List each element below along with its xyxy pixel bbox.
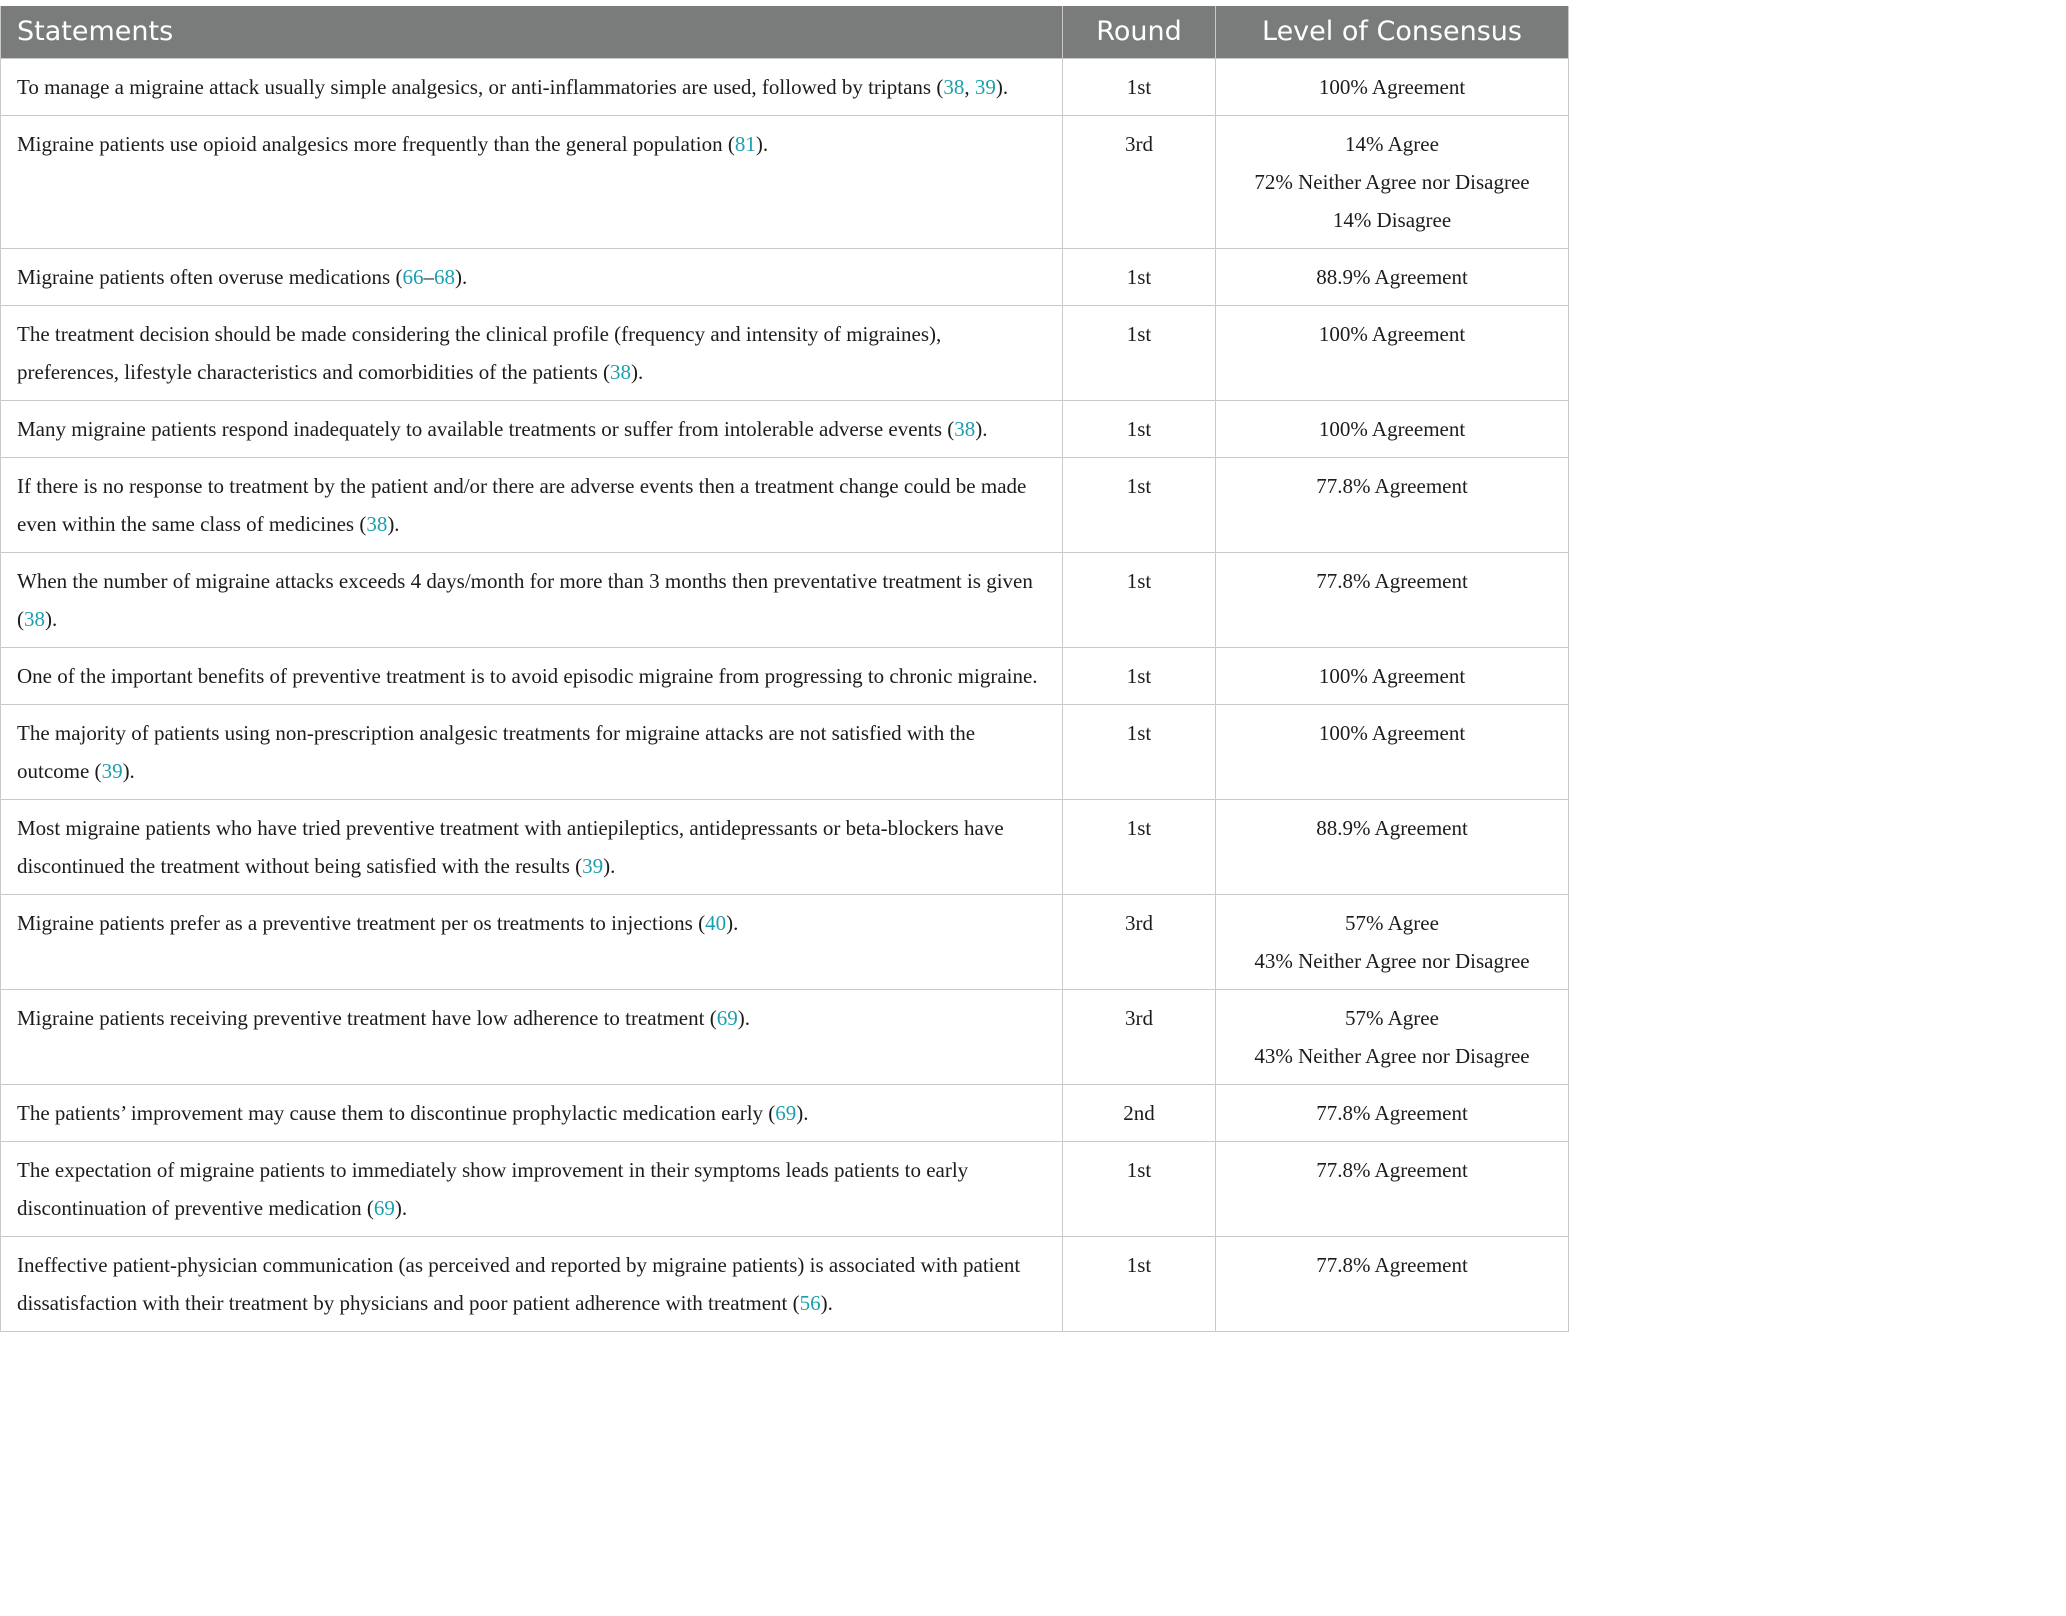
statement-text: Many migraine patients respond inadequately to available treatments or suffer from intolerable adverse events ( xyxy=(17,416,955,441)
table-row xyxy=(1,115,1569,248)
statement-cell xyxy=(1,1084,1063,1141)
statement-text: ). xyxy=(796,1100,809,1125)
consensus-table-container xyxy=(0,6,1568,1332)
table-row xyxy=(1,1084,1569,1141)
round-cell: 1st xyxy=(1063,305,1216,400)
statement-text: ). xyxy=(454,264,468,289)
citation-link[interactable]: 39 xyxy=(974,74,996,99)
table-row xyxy=(1,989,1569,1084)
header-row xyxy=(1,6,1569,58)
statement-text: To manage a migraine attack usually simple analgesics, or anti-inflammatories are used, followed by triptans ( xyxy=(17,74,944,99)
table-header xyxy=(1,6,1569,58)
statement-cell xyxy=(1,1141,1063,1236)
consensus-cell xyxy=(1216,305,1569,400)
statement-cell xyxy=(1,305,1063,400)
table-row xyxy=(1,704,1569,799)
statement-text: Migraine patients prefer as a preventive treatment per os treatments to injections ( xyxy=(17,910,706,935)
round-cell: 1st xyxy=(1063,552,1216,647)
statement-cell xyxy=(1,552,1063,647)
statement-text: ). xyxy=(394,1195,408,1220)
table-row xyxy=(1,457,1569,552)
citation-link[interactable]: 38 xyxy=(954,416,976,441)
round-cell: 1st xyxy=(1063,647,1216,704)
consensus-cell xyxy=(1216,704,1569,799)
statement-cell xyxy=(1,248,1063,305)
consensus-cell xyxy=(1216,248,1569,305)
statement-text: ). xyxy=(387,511,400,536)
citation-link[interactable]: 38 xyxy=(943,74,965,99)
citation-link[interactable]: 69 xyxy=(716,1005,738,1030)
consensus-cell xyxy=(1216,1236,1569,1331)
round-cell: 1st xyxy=(1063,799,1216,894)
consensus-value: 88.9% Agreement xyxy=(1316,815,1468,840)
consensus-value: 100% Agreement xyxy=(1318,74,1466,99)
statement-cell xyxy=(1,400,1063,457)
statement-text: ). xyxy=(737,1005,750,1030)
consensus-value: 14% Disagree xyxy=(1332,207,1452,232)
consensus-cell xyxy=(1216,1141,1569,1236)
statement-text: , xyxy=(964,74,975,99)
citation-link[interactable]: 69 xyxy=(373,1195,395,1220)
round-cell: 3rd xyxy=(1063,989,1216,1084)
header-level-of-consensus: Level of Consensus xyxy=(1216,6,1569,58)
citation-link[interactable]: 39 xyxy=(582,853,604,878)
table-row xyxy=(1,248,1569,305)
consensus-value: 100% Agreement xyxy=(1318,416,1466,441)
statement-text: The expectation of migraine patients to immediately show improvement in their symptoms leads patients to early discontinuation of preventive medication ( xyxy=(17,1157,969,1220)
consensus-value: 77.8% Agreement xyxy=(1316,1252,1468,1277)
consensus-cell xyxy=(1216,799,1569,894)
consensus-cell xyxy=(1216,552,1569,647)
round-cell: 1st xyxy=(1063,457,1216,552)
table-row xyxy=(1,305,1569,400)
consensus-value: 77.8% Agreement xyxy=(1316,568,1468,593)
consensus-cell xyxy=(1216,647,1569,704)
statement-cell xyxy=(1,799,1063,894)
consensus-value: 77.8% Agreement xyxy=(1316,473,1468,498)
statement-cell xyxy=(1,115,1063,248)
statement-text: When the number of migraine attacks exceeds 4 days/month for more than 3 months then preventative treatment is given ( xyxy=(17,568,1033,631)
statement-text: ). xyxy=(975,416,988,441)
table-row xyxy=(1,894,1569,989)
consensus-value: 72% Neither Agree nor Disagree xyxy=(1254,169,1530,194)
header-statements: Statements xyxy=(17,16,174,48)
statement-text: ). xyxy=(631,359,644,384)
table-row xyxy=(1,1141,1569,1236)
citation-link[interactable]: 38 xyxy=(610,359,632,384)
round-cell: 1st xyxy=(1063,1236,1216,1331)
statement-text: The treatment decision should be made considering the clinical profile (frequency and intensity of migraines), preferences, lifestyle characteristics and comorbidities of the patients ( xyxy=(17,321,942,384)
consensus-value: 77.8% Agreement xyxy=(1316,1100,1468,1125)
round-cell: 3rd xyxy=(1063,894,1216,989)
consensus-cell xyxy=(1216,58,1569,115)
statement-text: ). xyxy=(995,74,1009,99)
consensus-cell xyxy=(1216,989,1569,1084)
table-row xyxy=(1,58,1569,115)
citation-link[interactable]: 38 xyxy=(24,606,45,631)
statement-cell xyxy=(1,989,1063,1084)
consensus-cell xyxy=(1216,457,1569,552)
statement-text: ). xyxy=(45,606,58,631)
consensus-value: 88.9% Agreement xyxy=(1316,264,1468,289)
statement-text: One of the important benefits of preventive treatment is to avoid episodic migraine from progressing to chronic migraine. xyxy=(17,663,1038,688)
table-row xyxy=(1,400,1569,457)
statement-text: – xyxy=(423,264,434,289)
statement-text: ). xyxy=(726,910,739,935)
round-cell: 1st xyxy=(1063,704,1216,799)
consensus-value: 14% Agree xyxy=(1345,131,1439,156)
statement-text: Migraine patients use opioid analgesics more frequently than the general population ( xyxy=(17,131,735,156)
statement-text: Most migraine patients who have tried preventive treatment with antiepileptics, antidepressants or beta-blockers have discontinued the treatment without being satisfied with the results ( xyxy=(17,815,1004,878)
citation-link[interactable]: 40 xyxy=(705,910,727,935)
citation-link[interactable]: 56 xyxy=(799,1290,821,1315)
statement-text: ). xyxy=(755,131,769,156)
statement-text: Migraine patients receiving preventive treatment have low adherence to treatment ( xyxy=(17,1005,717,1030)
citation-link[interactable]: 66 xyxy=(402,264,424,289)
consensus-value: 57% Agree xyxy=(1345,1005,1439,1030)
citation-link[interactable]: 38 xyxy=(366,511,388,536)
table-row xyxy=(1,647,1569,704)
consensus-table xyxy=(0,6,1569,1332)
consensus-cell xyxy=(1216,400,1569,457)
table-row xyxy=(1,1236,1569,1331)
table-body xyxy=(1,58,1569,1331)
citation-link[interactable]: 69 xyxy=(775,1100,797,1125)
consensus-value: 100% Agreement xyxy=(1318,321,1466,346)
round-cell: 2nd xyxy=(1063,1084,1216,1141)
statement-cell xyxy=(1,894,1063,989)
consensus-value: 43% Neither Agree nor Disagree xyxy=(1254,948,1530,973)
round-cell: 1st xyxy=(1063,1141,1216,1236)
consensus-cell xyxy=(1216,894,1569,989)
statement-cell xyxy=(1,704,1063,799)
statement-text: ). xyxy=(603,853,616,878)
table-row xyxy=(1,552,1569,647)
consensus-value: 77.8% Agreement xyxy=(1316,1157,1468,1182)
round-cell: 1st xyxy=(1063,400,1216,457)
statement-cell xyxy=(1,457,1063,552)
consensus-cell xyxy=(1216,115,1569,248)
consensus-cell xyxy=(1216,1084,1569,1141)
citation-link[interactable]: 81 xyxy=(734,131,756,156)
statement-text: ). xyxy=(820,1290,833,1315)
table-row xyxy=(1,799,1569,894)
statement-cell xyxy=(1,58,1063,115)
consensus-value: 57% Agree xyxy=(1345,910,1439,935)
citation-link[interactable]: 39 xyxy=(101,758,123,783)
citation-link[interactable]: 68 xyxy=(433,264,455,289)
statement-text: Migraine patients often overuse medications ( xyxy=(17,264,403,289)
consensus-value: 100% Agreement xyxy=(1318,663,1466,688)
round-cell: 1st xyxy=(1063,248,1216,305)
statement-text: If there is no response to treatment by the patient and/or there are adverse events then a treatment change could be made even within the same class of medicines ( xyxy=(17,473,1027,536)
statement-text: The patients’ improvement may cause them to discontinue prophylactic medication early ( xyxy=(17,1100,776,1125)
statement-text: ). xyxy=(122,758,135,783)
statement-text: Ineffective patient-physician communication (as perceived and reported by migraine patients) is associated with patient dissatisfaction with their treatment by physicians and poor patient adherence with treatment ( xyxy=(17,1252,1021,1315)
round-cell: 3rd xyxy=(1063,115,1216,248)
statement-cell xyxy=(1,1236,1063,1331)
consensus-value: 100% Agreement xyxy=(1318,720,1466,745)
statement-cell xyxy=(1,647,1063,704)
round-cell: 1st xyxy=(1063,58,1216,115)
header-round: Round xyxy=(1063,6,1216,58)
consensus-value: 43% Neither Agree nor Disagree xyxy=(1254,1043,1530,1068)
statement-text: The majority of patients using non-prescription analgesic treatments for migraine attacks are not satisfied with the outcome ( xyxy=(17,720,976,783)
